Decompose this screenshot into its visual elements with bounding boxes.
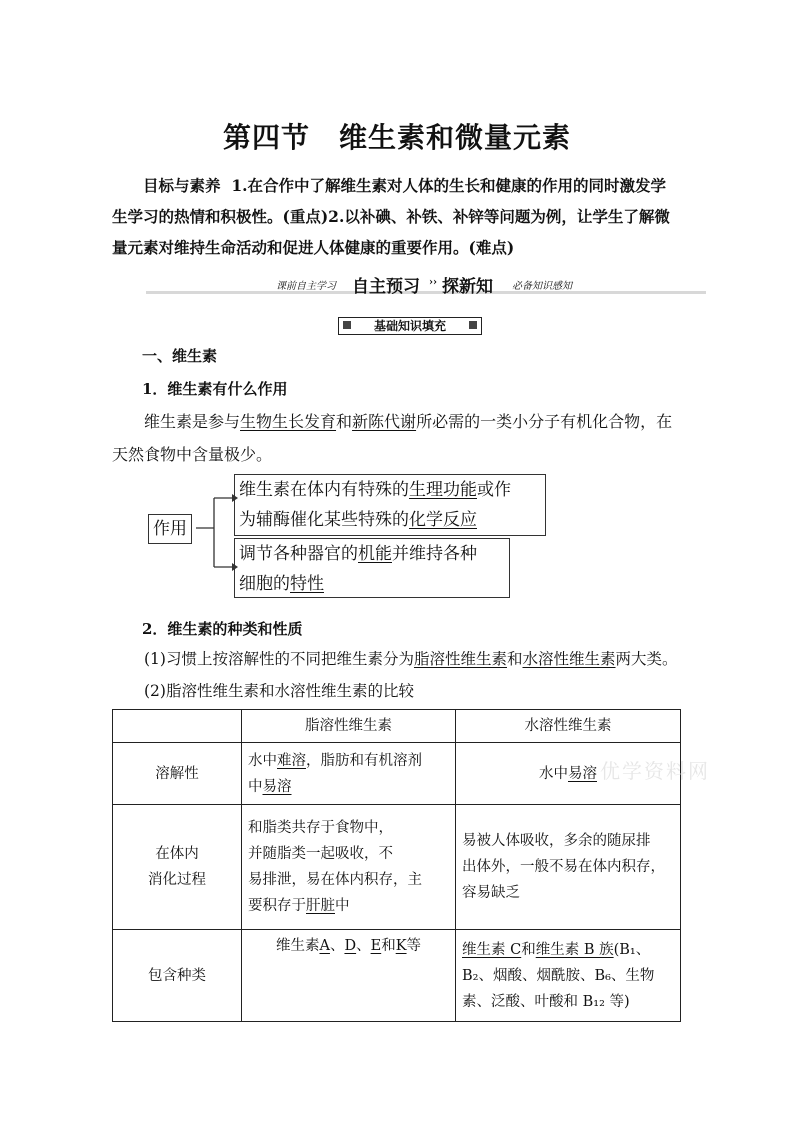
text-span: 、: [356, 938, 371, 954]
answer-vitamin-d: D: [344, 938, 357, 954]
row-label-solubility: 溶解性: [113, 743, 242, 805]
row-label-digestion: [113, 805, 242, 930]
text-line: B₂、烟酸、烟酰胺、B₆、生物: [462, 967, 655, 984]
classification-paragraph: [144, 643, 704, 676]
answer-liver: 肝脏: [306, 898, 335, 914]
diagram-root-box: 作用: [148, 514, 192, 544]
table-header-cell: 水溶性维生素: [456, 710, 681, 743]
text-span: 两大类。: [615, 650, 678, 668]
text-line: 容易缺乏: [462, 885, 520, 901]
text-line: 出体外，一般不易在体内积存，: [462, 859, 665, 875]
comparison-intro: (2)脂溶性维生素和水溶性维生素的比较: [144, 682, 414, 700]
heading-vitamin-types: 2．维生素的种类和性质: [142, 620, 303, 638]
text-line: 天然食物中含量极少。: [112, 445, 273, 464]
text-span: 和: [336, 412, 353, 431]
answer-metabolism: 新陈代谢: [352, 412, 417, 431]
text-span: 要积存于: [248, 898, 306, 914]
text-span: (1)习惯上按溶解性的不同把维生素分为: [144, 650, 414, 668]
text-span: 维生素是参与: [144, 412, 241, 431]
vitamin-definition-paragraph: [112, 405, 692, 471]
heading-vitamin-function: 1．维生素有什么作用: [142, 380, 288, 398]
answer-function: 机能: [358, 544, 392, 564]
text-span: 水中: [248, 752, 277, 769]
page-title: 第四节 维生素和微量元素: [222, 121, 571, 154]
diagram-box-regulation: [234, 538, 510, 598]
table-row: [113, 743, 681, 805]
answer-vitamin-a: A: [319, 938, 330, 954]
answer-physiological-function: 生理功能: [409, 480, 477, 500]
cell-water-types: [456, 930, 681, 1022]
text-span: 和: [521, 941, 536, 958]
banner-right-label: 必备知识感知: [512, 281, 572, 292]
text-span: 、: [329, 938, 345, 954]
text-span: 为辅酶催化某些特殊的: [239, 510, 409, 530]
answer-soluble: 易溶: [568, 765, 597, 782]
watermark: 优学资料网: [600, 759, 710, 783]
chevron-right-icon: ››: [429, 277, 437, 288]
text-line: 素、泛酸、叶酸和 B₁₂ 等): [462, 993, 630, 1010]
cell-fat-solubility: [242, 743, 456, 805]
answer-vitamin-b-group: 维生素 B 族: [535, 941, 614, 958]
banner-main-label-1: 自主预习: [352, 277, 420, 297]
text-span: (B₁、: [613, 941, 651, 958]
text-span: 中: [335, 898, 350, 914]
table-header-row: [113, 710, 681, 743]
vitamin-comparison-table: [112, 709, 681, 1022]
text-span: 或作: [477, 480, 511, 500]
function-diagram: [148, 470, 558, 600]
text-span: 等: [406, 938, 422, 954]
answer-chemical-reaction: 化学反应: [409, 510, 477, 530]
goals-line-1: 1.在合作中了解维生素对人体的生长和健康的作用的同时激发学: [231, 176, 666, 195]
text-span: 所必需的一类小分子有机化合物，在: [416, 412, 673, 431]
table-row: [113, 805, 681, 930]
text-span: 维生素: [275, 938, 320, 954]
cell-water-digestion: [456, 805, 681, 930]
text-span: 和: [506, 650, 523, 668]
answer-vitamin-c: 维生素 C: [462, 941, 522, 958]
text-span: 维生素在体内有特殊的: [239, 480, 409, 500]
cell-fat-types: [242, 930, 456, 1022]
text-span: 中: [248, 778, 263, 795]
text-span: 水中: [539, 765, 568, 782]
text-span: 调节各种器官的: [239, 544, 358, 564]
answer-insoluble: 难溶: [277, 752, 306, 769]
row-label-types: 包含种类: [113, 930, 242, 1022]
goals-line-3: 量元素对维持生命活动和促进人体健康的重要作用。(难点): [112, 238, 515, 257]
text-span: 细胞的: [239, 574, 290, 594]
answer-growth: 生物生长发育: [240, 412, 337, 431]
goals-line-2: 生学习的热情和积极性。(重点)2.以补碘、补铁、补锌等问题为例，让学生了解微: [112, 207, 670, 226]
text-line: 并随脂类一起吸收，不: [248, 846, 393, 862]
text-span: 和: [381, 938, 396, 954]
answer-fat-soluble: 脂溶性维生素: [413, 650, 507, 668]
answer-vitamin-k: K: [395, 938, 407, 954]
section-box-label: 基础知识填充: [338, 317, 482, 335]
banner-rule: [146, 291, 706, 294]
goals-paragraph: [112, 170, 692, 263]
answer-water-soluble: 水溶性维生素: [522, 650, 616, 668]
text-line: 易排泄，易在体内积存，主: [248, 872, 422, 888]
answer-vitamin-e: E: [370, 938, 382, 954]
section-banner: [146, 271, 706, 295]
text-span: 并维持各种: [392, 544, 477, 564]
table-header-cell: 脂溶性维生素: [242, 710, 456, 743]
diagram-box-physiological: [234, 474, 546, 536]
heading-vitamins: 一、维生素: [142, 347, 218, 365]
banner-left-label: 课前自主学习: [276, 281, 336, 292]
text-line: 易被人体吸收，多余的随尿排: [462, 833, 651, 849]
text-span: ，脂肪和有机溶剂: [306, 752, 422, 769]
answer-soluble: 易溶: [262, 778, 292, 795]
table-header-cell: [113, 710, 242, 743]
banner-main-label-2: 探新知: [442, 277, 493, 297]
answer-characteristics: 特性: [290, 574, 324, 594]
text-line: 在体内: [155, 846, 199, 862]
table-row: [113, 930, 681, 1022]
cell-fat-digestion: [242, 805, 456, 930]
text-line: 消化过程: [148, 872, 206, 888]
goals-label: 目标与素养: [143, 176, 221, 195]
text-line: 和脂类共存于食物中，: [248, 820, 393, 836]
